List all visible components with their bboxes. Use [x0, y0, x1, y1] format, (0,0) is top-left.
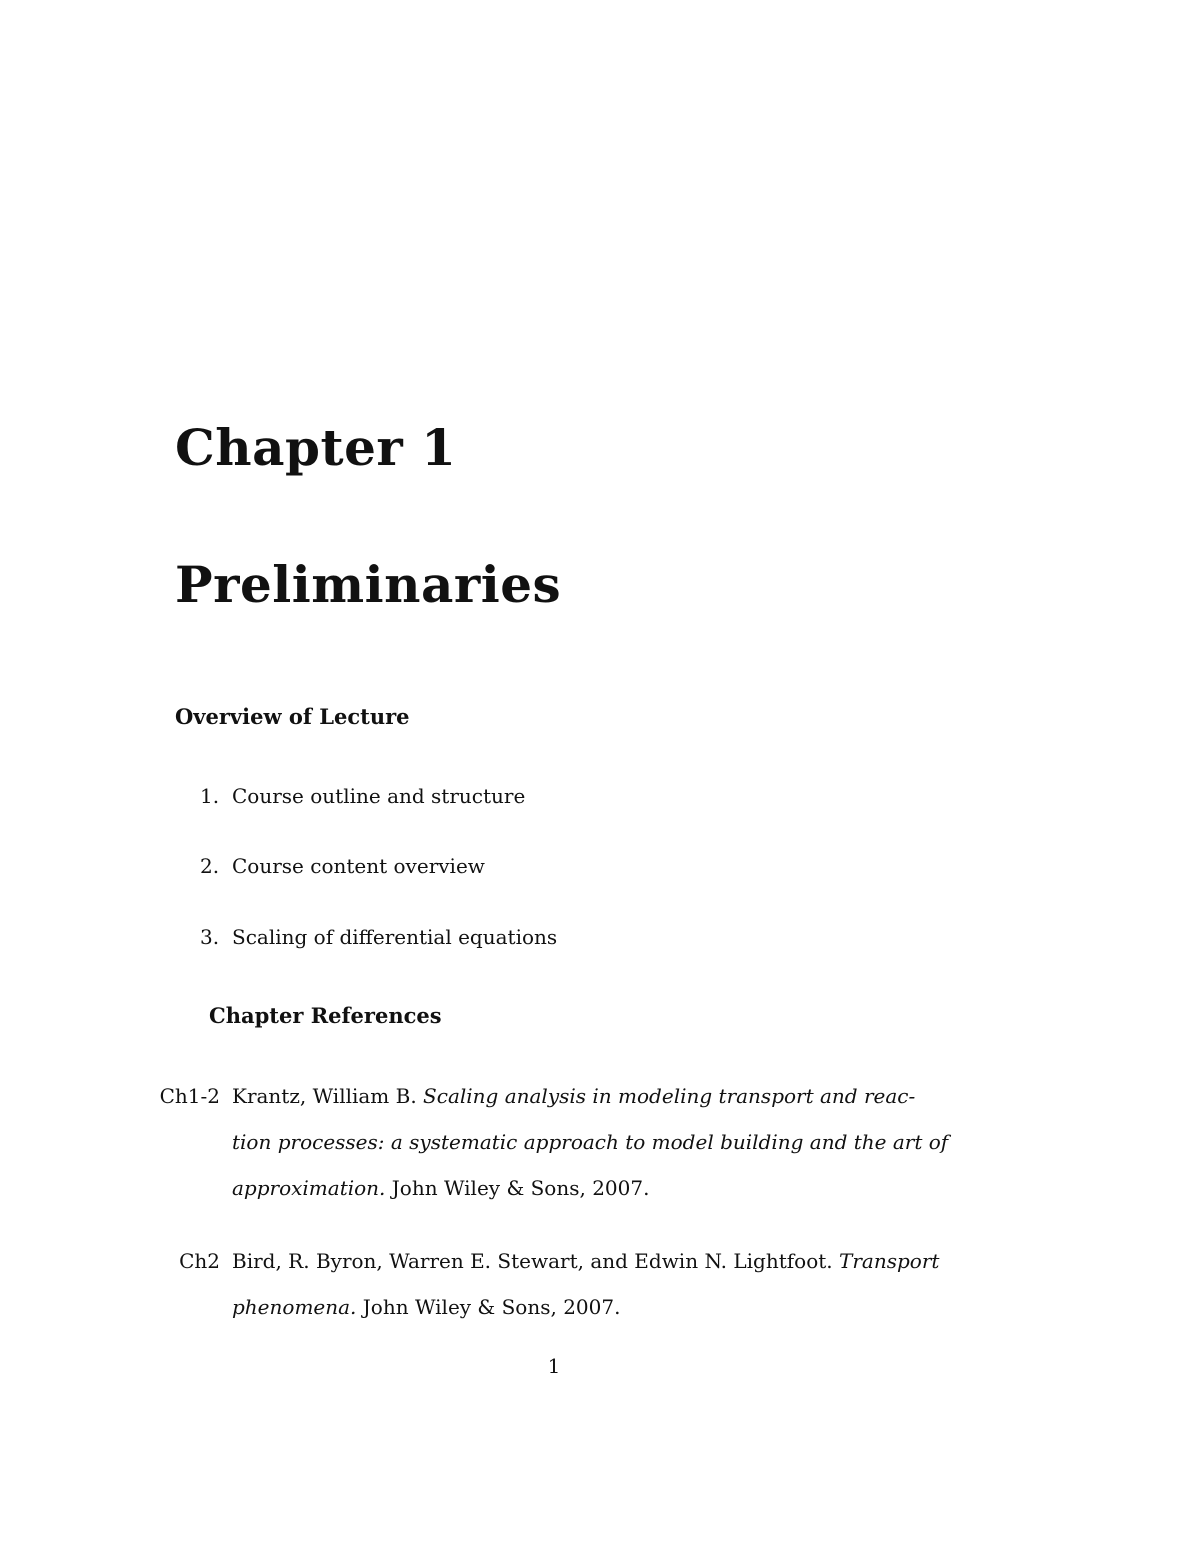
reference-label: Ch1-2 — [159, 1084, 220, 1108]
reference-authors: Krantz, William B. — [232, 1084, 417, 1108]
list-item-text: Course outline and structure — [232, 784, 526, 808]
reference-title: tion processes: a systematic approach to model building and the art of — [232, 1130, 949, 1154]
list-item — [200, 923, 557, 951]
reference-entry — [232, 1073, 949, 1211]
reference-publisher: John Wiley & Sons, 2007. — [362, 1295, 621, 1319]
reference-title: approximation. — [232, 1176, 386, 1200]
reference-entry — [232, 1238, 942, 1330]
references-heading: Chapter References — [209, 1003, 442, 1028]
reference-publisher: John Wiley & Sons, 2007. — [391, 1176, 650, 1200]
chapter-title: Preliminaries — [175, 555, 562, 614]
list-item-number: 2. — [200, 854, 220, 878]
reference-label: Ch2 — [179, 1249, 220, 1273]
reference-authors: Bird, R. Byron, Warren E. Stewart, and Edwin N. Lightfoot. — [232, 1249, 833, 1273]
reference-title: Transport — [839, 1249, 940, 1273]
list-item-number: 3. — [200, 925, 220, 949]
list-item-number: 1. — [200, 784, 220, 808]
chapter-label: Chapter 1 — [175, 418, 457, 477]
reference-title: Scaling analysis in modeling transport and reac- — [423, 1084, 916, 1108]
list-item-text: Course content overview — [232, 854, 485, 878]
list-item — [200, 852, 485, 880]
overview-heading: Overview of Lecture — [175, 704, 410, 729]
list-item — [200, 782, 525, 810]
list-item-text: Scaling of differential equations — [232, 925, 558, 949]
page-number: 1 — [547, 1354, 561, 1378]
reference-title: phenomena. — [232, 1295, 357, 1319]
